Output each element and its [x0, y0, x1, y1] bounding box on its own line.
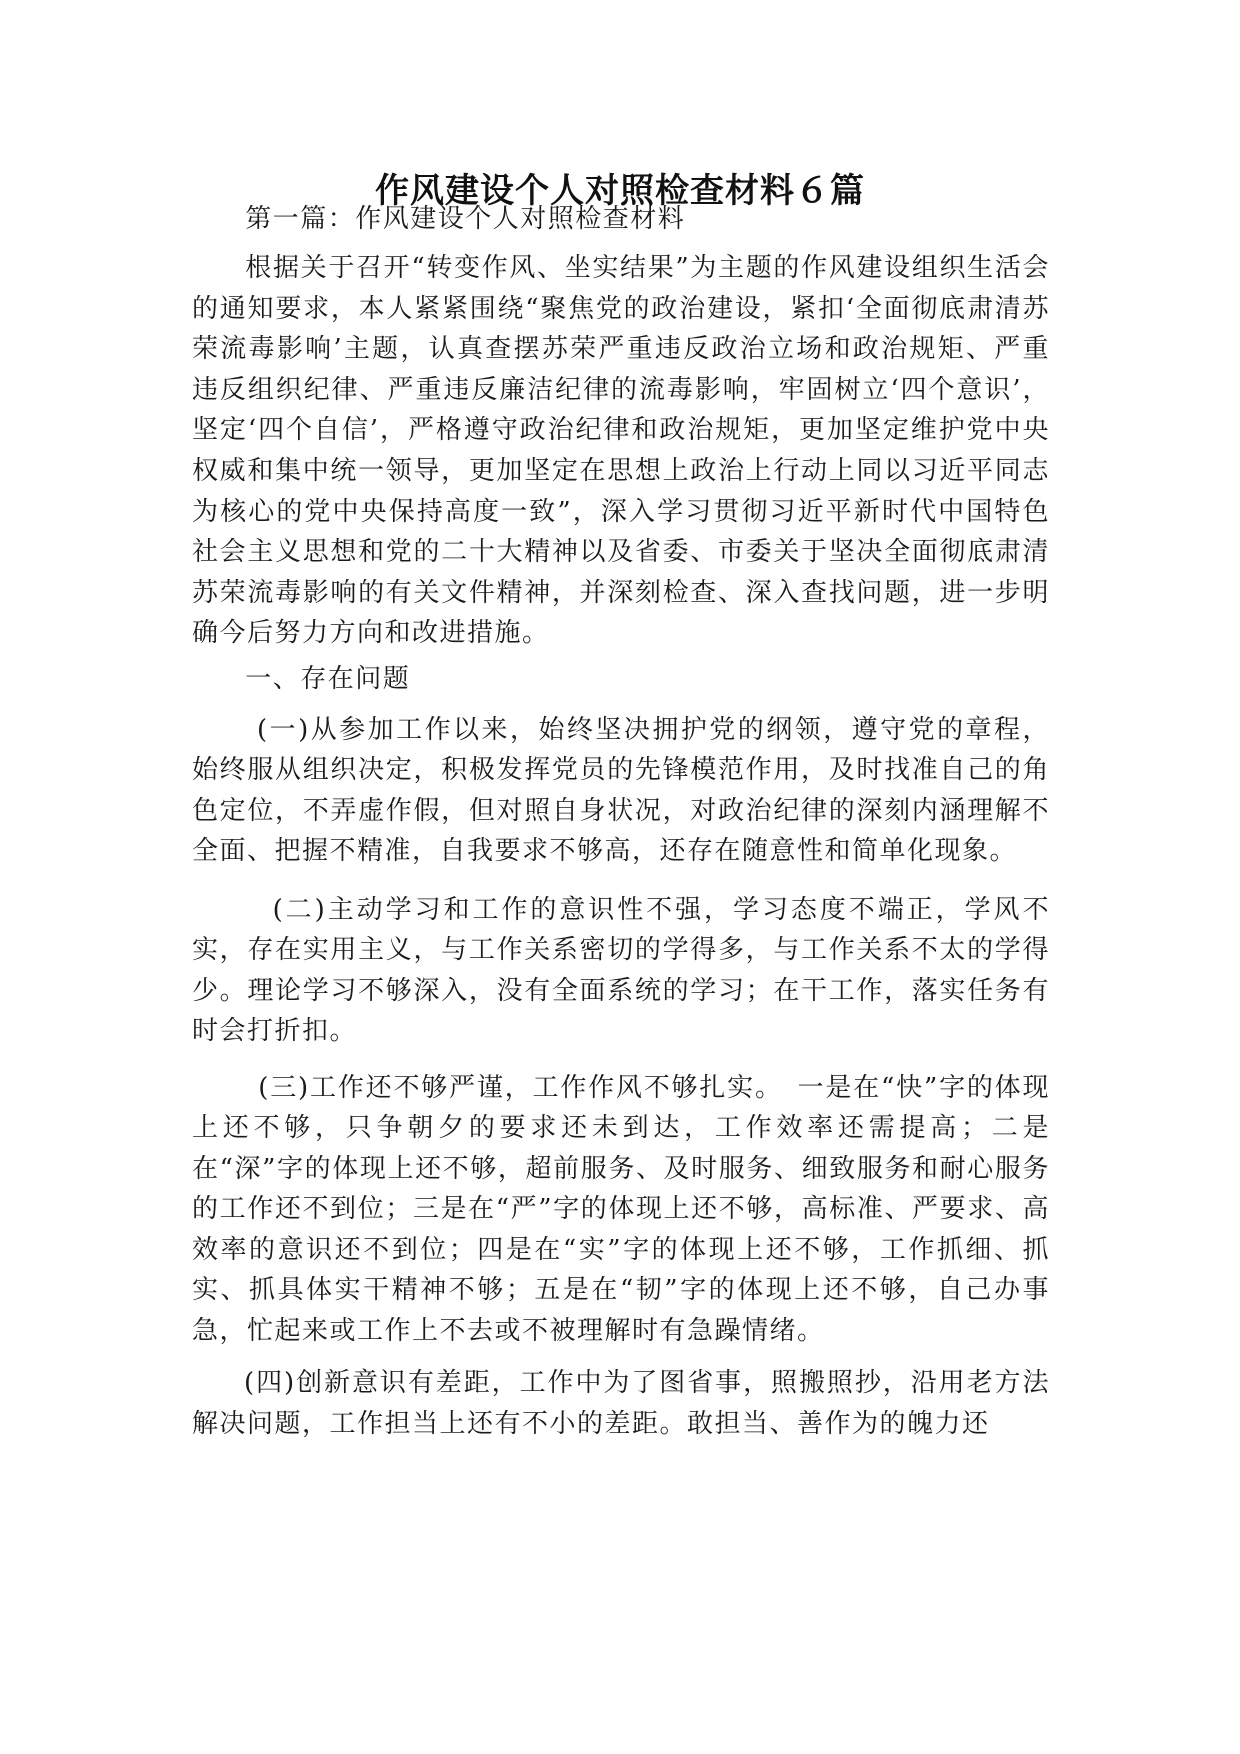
document-body	[192, 198, 1050, 1445]
paragraph-intro: 根据关于召开“转变作风、坐实结果”为主题的作风建设组织生活会的通知要求，本人紧紧围绕“聚焦党的政治建设，紧扣‘全面彻底肃清苏荣流毒影响’主题，认真查摆苏荣严重违反政治立场和政治规矩、严重违反组织纪律、严重违反廉洁纪律的流毒影响，牢固树立‘四个意识’，坚定‘四个自信’，严格遵守政治纪律和政治规矩，更加坚定维护党中央权威和集中统一领导，更加坚定在思想上政治上行动上同以习近平同志为核心的党中央保持高度一致”，深入学习贯彻习近平新时代中国特色社会主义思想和党的二十大精神以及省委、市委关于坚决全面彻底肃清苏荣流毒影响的有关文件精神，并深刻检查、深入查找问题，进一步明确今后努力方向和改进措施。	[192, 253, 1050, 649]
paragraph-item-2: (二)主动学习和工作的意识性不强，学习态度不端正，学风不实，存在实用主义，与工作关系密切的学得多，与工作关系不太的学得少。理论学习不够深入，没有全面系统的学习；在干工作，落实任务有时会打折扣。	[192, 894, 1050, 1047]
paragraph-item-1: (一)从参加工作以来，始终坚决拥护党的纲领，遵守党的章程，始终服从组织决定，积极发挥党员的先锋模范作用，及时找准自己的角色定位，不弄虚作假，但对照自身状况，对政治纪律的深刻内涵理解不全面、把握不精准，自我要求不够高，还存在随意性和简单化现象。	[192, 714, 1050, 867]
document-title: 作风建设个人对照检查材料６篇	[375, 170, 865, 211]
paragraph-item-4: (四)创新意识有差距，工作中为了图省事，照搬照抄，沿用老方法解决问题，工作担当上还有不小的差距。敢担当、善作为的魄力还	[192, 1368, 1050, 1440]
section-heading-existing-problems: 一、存在问题	[245, 663, 411, 694]
document-subtitle: 第一篇：作风建设个人对照检查材料	[245, 204, 686, 234]
paragraph-item-3: (三)工作还不够严谨，工作作风不够扎实。 一是在“快”字的体现上还不够，只争朝夕的要求还未到达，工作效率还需提高；二是在“深”字的体现上还不够，超前服务、及时服务、细致服务和耐心服务的工作还不到位；三是在“严”字的体现上还不够，高标准、严要求、高效率的意识还不到位；四是在“实”字的体现上还不够，工作抓细、抓实、抓具体实干精神不够；五是在“韧”字的体现上还不够，自己办事急，忙起来或工作上不去或不被理解时有急躁情绪。	[192, 1072, 1050, 1346]
